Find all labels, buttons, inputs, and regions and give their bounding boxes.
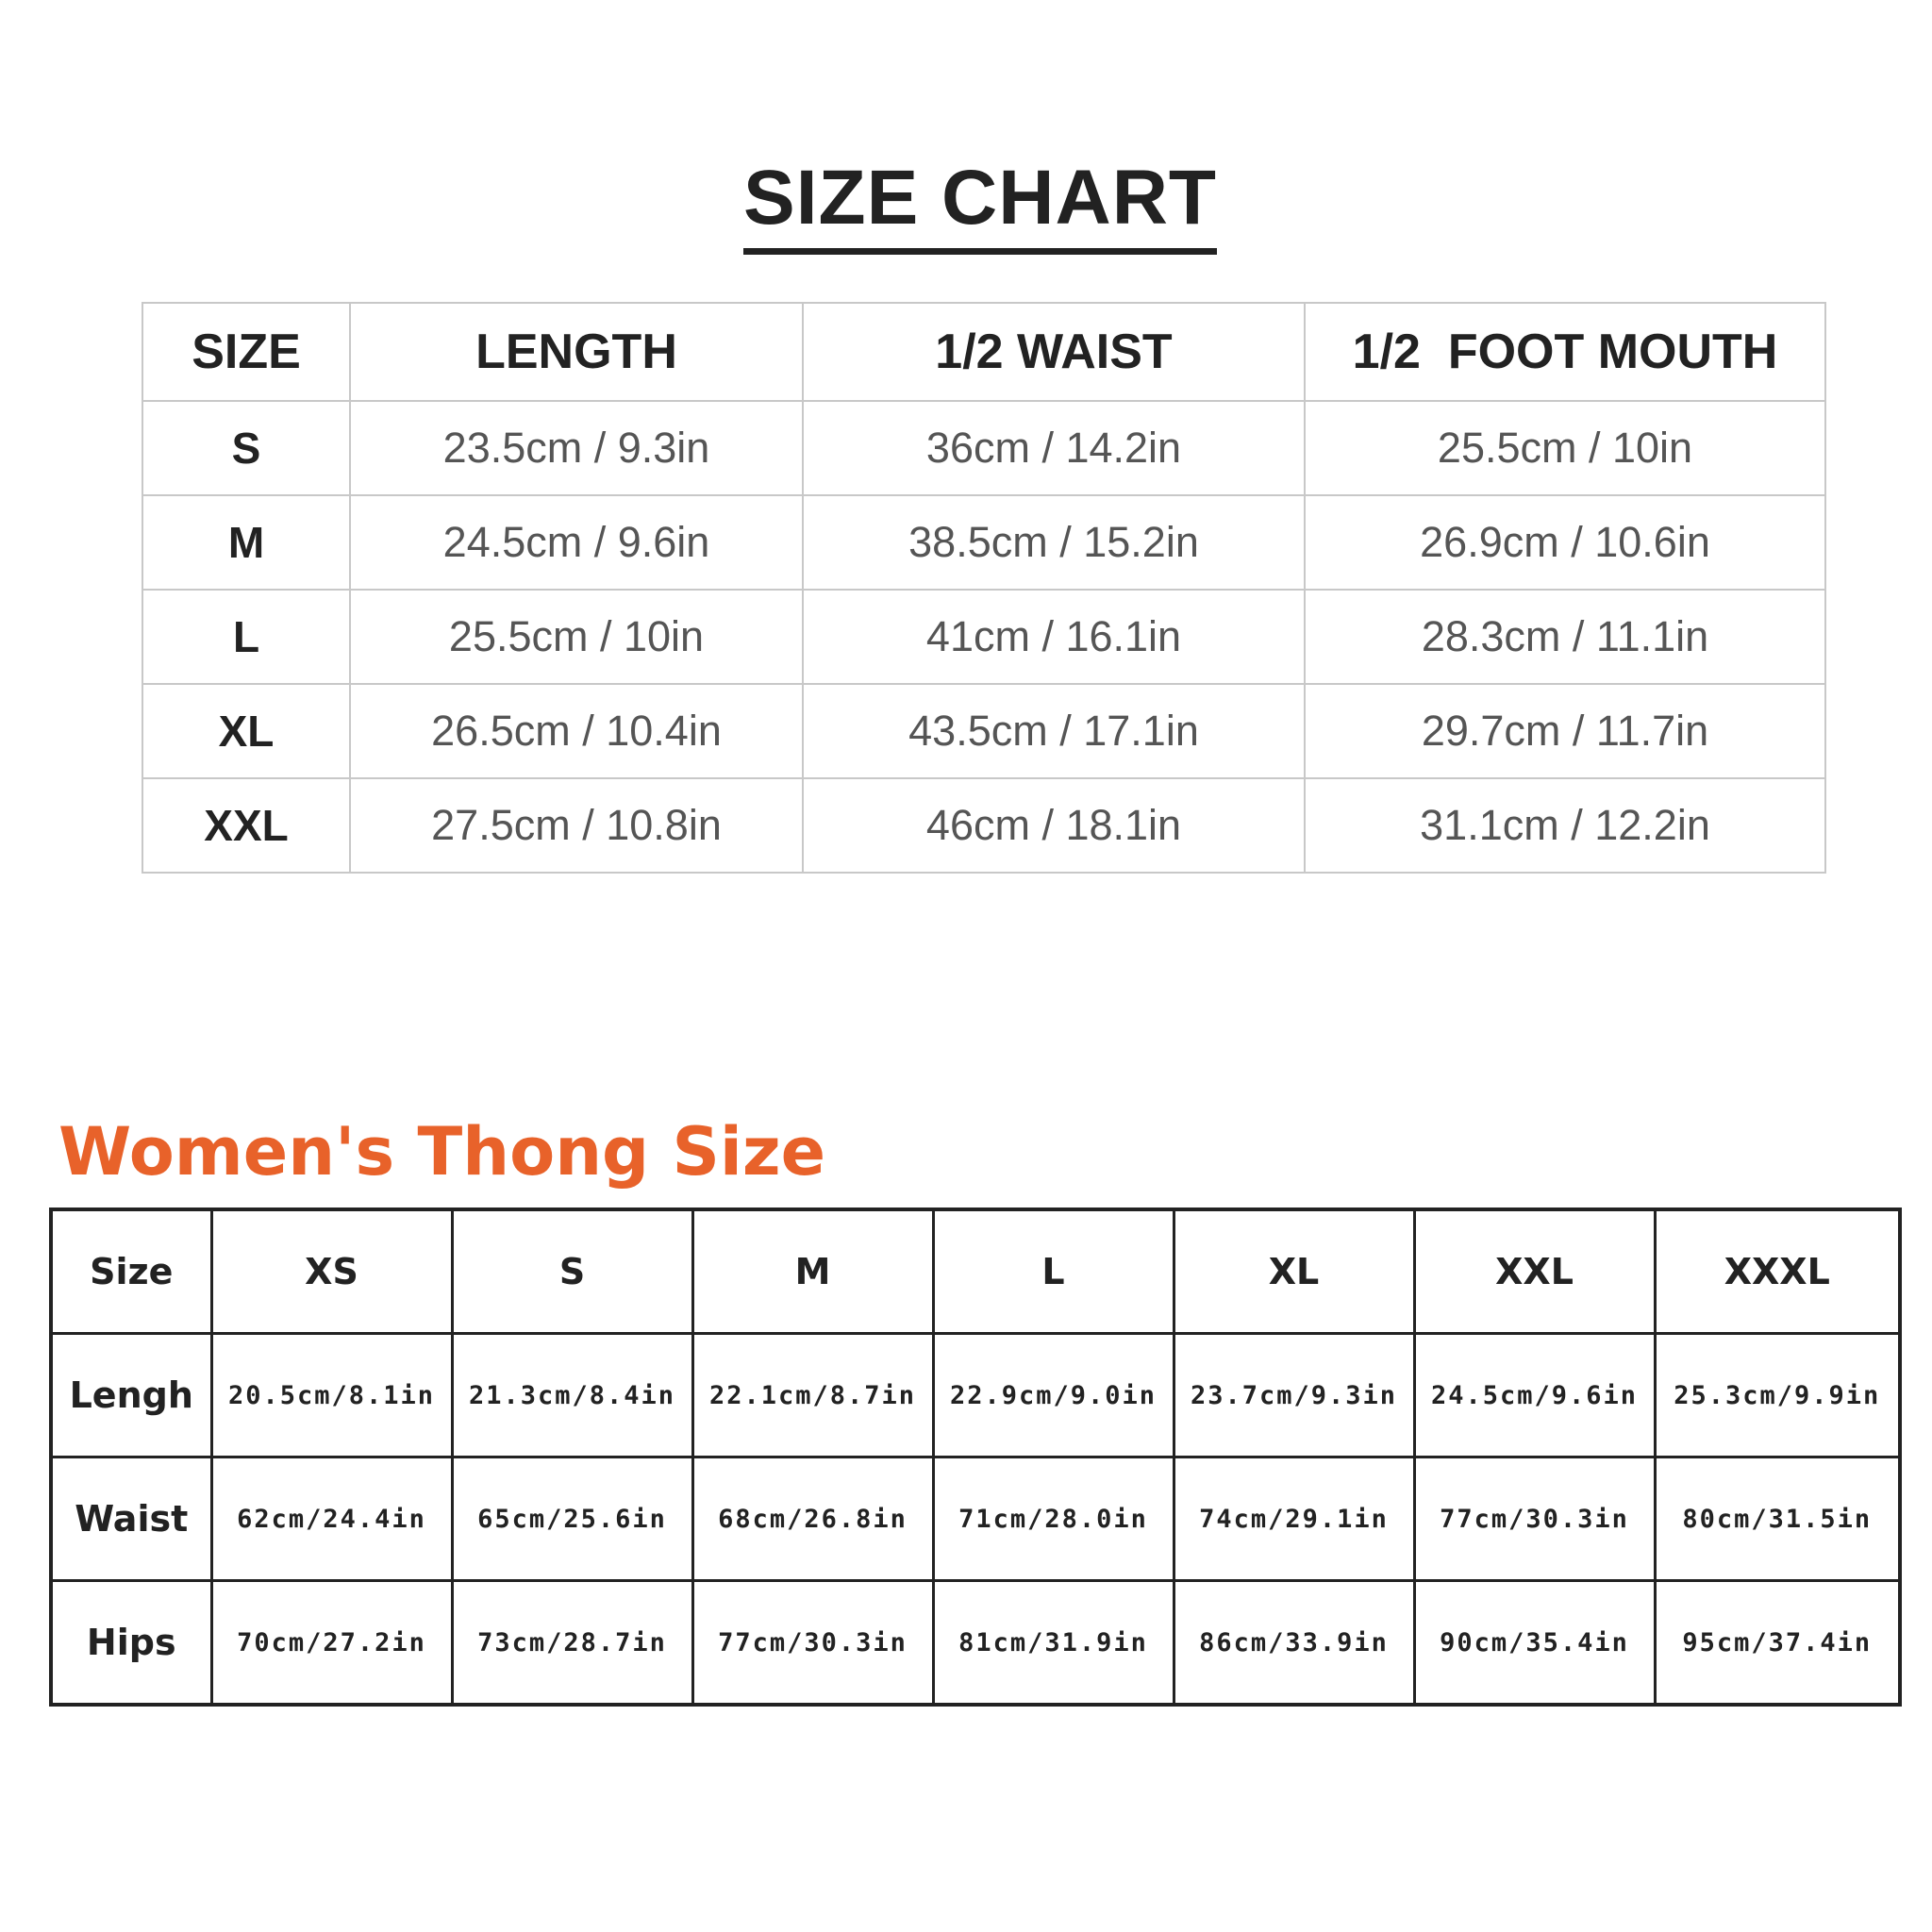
cell-value: 65cm/25.6in [452, 1457, 692, 1581]
cell-value: 20.5cm/8.1in [211, 1334, 452, 1457]
waist-value: 36cm / 14.2in [803, 401, 1305, 495]
row-label-waist: Waist [51, 1457, 211, 1581]
cell-value: 21.3cm/8.4in [452, 1334, 692, 1457]
header-size: SIZE [142, 303, 350, 401]
foot-mouth-value: 29.7cm / 11.7in [1305, 684, 1825, 778]
thong-header-size: Size [51, 1209, 211, 1334]
cell-value: 81cm/31.9in [933, 1581, 1174, 1706]
table-row [51, 1581, 1900, 1706]
foot-mouth-value: 25.5cm / 10in [1305, 401, 1825, 495]
cell-value: 25.3cm/9.9in [1655, 1334, 1900, 1457]
table-row [142, 495, 1825, 590]
cell-value: 22.9cm/9.0in [933, 1334, 1174, 1457]
waist-value: 41cm / 16.1in [803, 590, 1305, 684]
header-half-waist: 1/2 WAIST [803, 303, 1305, 401]
thong-header-row [51, 1209, 1900, 1334]
cell-value: 62cm/24.4in [211, 1457, 452, 1581]
thong-size-table [49, 1208, 1902, 1707]
table-row [51, 1334, 1900, 1457]
cell-value: 86cm/33.9in [1174, 1581, 1414, 1706]
cell-value: 24.5cm/9.6in [1414, 1334, 1655, 1457]
length-value: 27.5cm / 10.8in [350, 778, 803, 873]
thong-header-xs: XS [211, 1209, 452, 1334]
thong-header-m: M [692, 1209, 933, 1334]
size-chart-table [142, 302, 1826, 874]
cell-value: 77cm/30.3in [1414, 1457, 1655, 1581]
size-chart-header-row [142, 303, 1825, 401]
row-label-hips: Hips [51, 1581, 211, 1706]
cell-value: 95cm/37.4in [1655, 1581, 1900, 1706]
page-title: SIZE CHART [743, 156, 1217, 255]
waist-value: 46cm / 18.1in [803, 778, 1305, 873]
cell-value: 77cm/30.3in [692, 1581, 933, 1706]
thong-section-title: Women's Thong Size [58, 1113, 826, 1191]
cell-value: 90cm/35.4in [1414, 1581, 1655, 1706]
table-row [142, 684, 1825, 778]
cell-value: 23.7cm/9.3in [1174, 1334, 1414, 1457]
cell-value: 71cm/28.0in [933, 1457, 1174, 1581]
cell-value: 74cm/29.1in [1174, 1457, 1414, 1581]
size-label: XXL [142, 778, 350, 873]
waist-value: 38.5cm / 15.2in [803, 495, 1305, 590]
foot-mouth-value: 26.9cm / 10.6in [1305, 495, 1825, 590]
title-container [0, 156, 1932, 255]
row-label-length: Lengh [51, 1334, 211, 1457]
thong-header-xxl: XXL [1414, 1209, 1655, 1334]
thong-header-xxxl: XXXL [1655, 1209, 1900, 1334]
size-label: XL [142, 684, 350, 778]
size-label: S [142, 401, 350, 495]
waist-value: 43.5cm / 17.1in [803, 684, 1305, 778]
foot-mouth-value: 28.3cm / 11.1in [1305, 590, 1825, 684]
thong-header-l: L [933, 1209, 1174, 1334]
cell-value: 22.1cm/8.7in [692, 1334, 933, 1457]
foot-mouth-value: 31.1cm / 12.2in [1305, 778, 1825, 873]
size-label: L [142, 590, 350, 684]
table-row [142, 590, 1825, 684]
cell-value: 70cm/27.2in [211, 1581, 452, 1706]
length-value: 23.5cm / 9.3in [350, 401, 803, 495]
cell-value: 73cm/28.7in [452, 1581, 692, 1706]
length-value: 25.5cm / 10in [350, 590, 803, 684]
size-label: M [142, 495, 350, 590]
length-value: 24.5cm / 9.6in [350, 495, 803, 590]
header-half-foot-mouth: 1/2 FOOT MOUTH [1305, 303, 1825, 401]
cell-value: 80cm/31.5in [1655, 1457, 1900, 1581]
thong-header-s: S [452, 1209, 692, 1334]
table-row [142, 778, 1825, 873]
table-row [142, 401, 1825, 495]
thong-header-xl: XL [1174, 1209, 1414, 1334]
table-row [51, 1457, 1900, 1581]
cell-value: 68cm/26.8in [692, 1457, 933, 1581]
header-length: LENGTH [350, 303, 803, 401]
length-value: 26.5cm / 10.4in [350, 684, 803, 778]
